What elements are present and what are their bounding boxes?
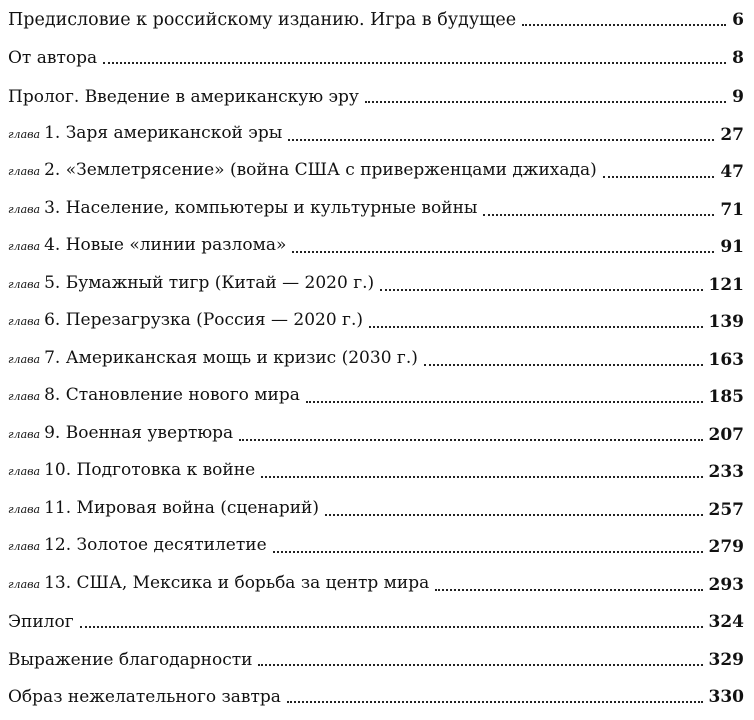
dot-leader [292, 251, 714, 253]
chapter-prefix: глава [8, 203, 41, 216]
chapter-prefix: глава [8, 278, 41, 291]
toc-title: 10. Подготовка к войне [44, 460, 256, 480]
toc-page-number: 163 [708, 350, 744, 370]
toc-title: 11. Мировая война (сценарий) [44, 498, 320, 518]
toc-entry[interactable] [8, 491, 744, 521]
toc-title: 6. Перезагрузка (Россия — 2020 г.) [44, 310, 364, 330]
chapter-prefix: глава [8, 465, 41, 478]
toc-title: 1. Заря американской эры [44, 123, 283, 143]
dot-leader [603, 176, 715, 178]
toc-title: Пролог. Введение в американскую эру [8, 87, 359, 107]
toc-title: 8. Становление нового мира [44, 385, 300, 405]
chapter-prefix: глава [8, 165, 41, 178]
toc-page-number: 324 [708, 612, 744, 632]
dot-leader [80, 626, 703, 628]
dot-leader [306, 401, 703, 403]
toc-entry[interactable] [8, 678, 744, 708]
toc-page-number: 6 [732, 10, 744, 30]
toc-entry[interactable] [8, 228, 744, 258]
toc-page-number: 293 [708, 575, 744, 595]
dot-leader [239, 439, 702, 441]
toc-entry[interactable] [8, 1, 744, 31]
chapter-prefix: глава [8, 128, 41, 141]
toc-entry[interactable] [8, 566, 744, 596]
toc-title: 4. Новые «линии разлома» [44, 235, 287, 255]
dot-leader [522, 24, 726, 26]
toc-entry[interactable] [8, 39, 744, 69]
chapter-prefix: глава [8, 428, 41, 441]
toc-entry[interactable] [8, 266, 744, 296]
toc-page-number: 233 [708, 462, 744, 482]
toc-title: Выражение благодарности [8, 650, 253, 670]
chapter-prefix: глава [8, 315, 41, 328]
chapter-prefix: глава [8, 540, 41, 553]
toc-page-number: 279 [708, 537, 744, 557]
toc-entry[interactable] [8, 78, 744, 108]
dot-leader [380, 289, 702, 291]
dot-leader [435, 589, 702, 591]
toc-page-number: 185 [708, 387, 744, 407]
dot-leader [325, 514, 702, 516]
toc-entry[interactable] [8, 603, 744, 633]
toc-entry[interactable] [8, 116, 744, 146]
toc-entry[interactable] [8, 153, 744, 183]
toc-page-number: 71 [720, 200, 744, 220]
chapter-prefix: глава [8, 240, 41, 253]
dot-leader [258, 664, 702, 666]
toc-page-number: 121 [708, 275, 744, 295]
toc-page-number: 257 [708, 500, 744, 520]
toc-page-number: 8 [732, 48, 744, 68]
chapter-prefix: глава [8, 503, 41, 516]
toc-entry[interactable] [8, 303, 744, 333]
toc-page-number: 47 [720, 162, 744, 182]
toc-page-number: 9 [732, 87, 744, 107]
chapter-prefix: глава [8, 353, 41, 366]
toc-title: 3. Население, компьютеры и культурные войны [44, 198, 478, 218]
toc-title: Образ нежелательного завтра [8, 687, 281, 707]
chapter-prefix: глава [8, 578, 41, 591]
toc-entry[interactable] [8, 453, 744, 483]
dot-leader [103, 62, 726, 64]
toc-title: От автора [8, 48, 98, 68]
dot-leader [483, 214, 714, 216]
toc-page-number: 91 [720, 237, 744, 257]
dot-leader [369, 326, 702, 328]
dot-leader [261, 476, 702, 478]
toc-entry[interactable] [8, 341, 744, 371]
toc-title: 13. США, Мексика и борьба за центр мира [44, 573, 430, 593]
toc-entry[interactable] [8, 641, 744, 671]
toc-page-number: 329 [708, 650, 744, 670]
toc-title: 2. «Землетрясение» (война США с приверженцами джихада) [44, 160, 597, 180]
toc-page-number: 330 [708, 687, 744, 707]
chapter-prefix: глава [8, 390, 41, 403]
toc-entry[interactable] [8, 378, 744, 408]
dot-leader [287, 701, 703, 703]
toc-title: 7. Американская мощь и кризис (2030 г.) [44, 348, 418, 368]
dot-leader [424, 364, 703, 366]
toc-title: 9. Военная увертюра [44, 423, 234, 443]
toc-entry[interactable] [8, 528, 744, 558]
toc-entry[interactable] [8, 191, 744, 221]
toc-page-number: 207 [708, 425, 744, 445]
dot-leader [365, 101, 726, 103]
toc-title: Предисловие к российскому изданию. Игра в будущее [8, 10, 517, 30]
toc-title: 12. Золотое десятилетие [44, 535, 267, 555]
toc-title: Эпилог [8, 612, 74, 632]
toc-entry[interactable] [8, 416, 744, 446]
dot-leader [288, 139, 714, 141]
toc-title: 5. Бумажный тигр (Китай — 2020 г.) [44, 273, 375, 293]
toc-page-number: 27 [720, 125, 744, 145]
toc-page-number: 139 [708, 312, 744, 332]
dot-leader [273, 551, 703, 553]
